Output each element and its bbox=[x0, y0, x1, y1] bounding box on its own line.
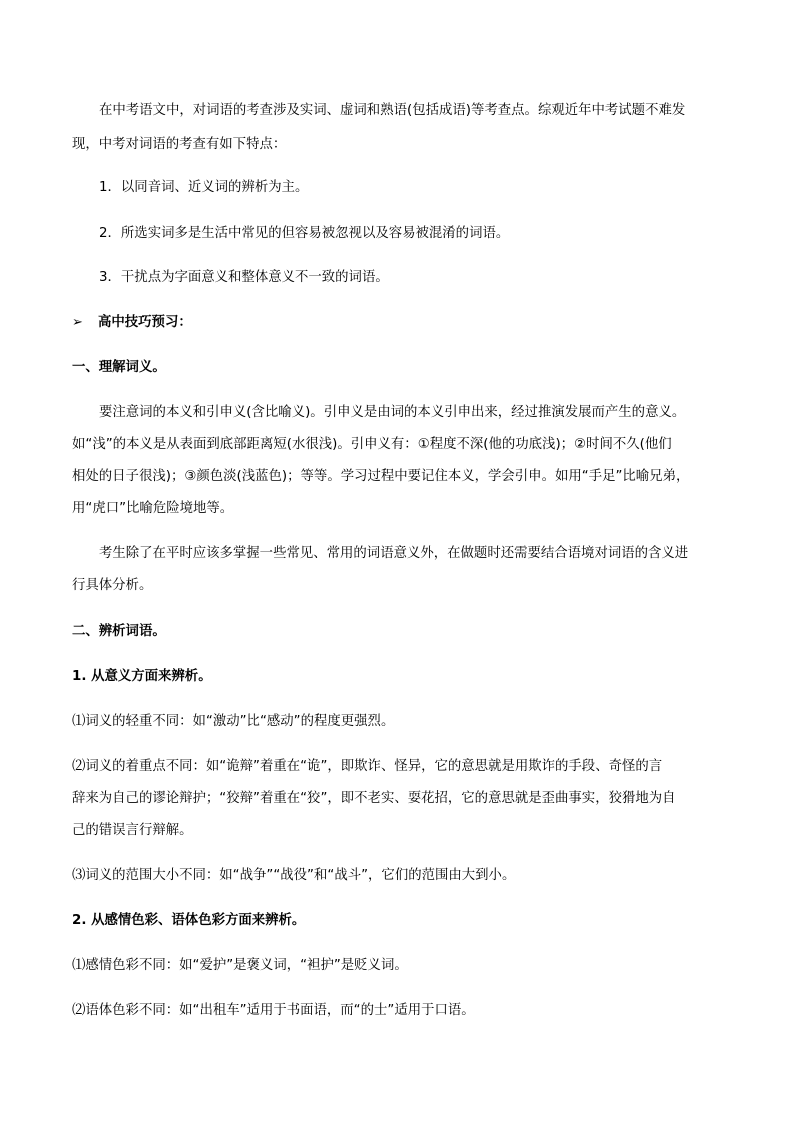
sub1-item-3: ⑶词义的范围大小不同：如“战争”“战役”和“战斗”，它们的范围由大到小。 bbox=[72, 868, 516, 883]
section1-para1-line-4: 用“虎口”比喻危险境地等。 bbox=[72, 501, 234, 516]
section2-sub1-heading: 1. 从意义方面来辨析。 bbox=[72, 669, 212, 684]
preview-heading-text: 高中技巧预习： bbox=[98, 315, 192, 330]
section1-para1-line-1: 要注意词的本义和引申义(含比喻义)。引申义是由词的本义引申出来，经过推演发展而产生的意义。 bbox=[99, 405, 686, 420]
intro-line-1: 在中考语文中，对词语的考查涉及实词、虚词和熟语(包括成语)等考查点。综观近年中考试题不难发 bbox=[99, 103, 686, 118]
feature-item-3: 3．干扰点为字面意义和整体意义不一致的词语。 bbox=[99, 270, 389, 285]
section1-para1-line-3: 相处的日子很浅)；③颜色淡(浅蓝色)；等等。学习过程中要记住本义，学会引申。如用“手足”比喻兄弟， bbox=[72, 469, 690, 484]
section1-para2-line-2: 行具体分析。 bbox=[72, 578, 153, 593]
arrow-bullet-icon: ➢ bbox=[72, 315, 83, 330]
preview-heading bbox=[72, 313, 192, 333]
section2-sub2-heading: 2. 从感情色彩、语体色彩方面来辨析。 bbox=[72, 913, 306, 928]
sub2-item-2: ⑵语体色彩不同：如“出租车”适用于书面语，而“的士”适用于口语。 bbox=[72, 1003, 475, 1018]
section2-heading: 二、辨析词语。 bbox=[72, 624, 166, 639]
sub1-item-1: ⑴词义的轻重不同：如“激动”比“感动”的程度更强烈。 bbox=[72, 714, 395, 729]
sub1-item-2-line-3: 己的错误言行辩解。 bbox=[72, 823, 193, 838]
feature-item-1: 1．以同音词、近义词的辨析为主。 bbox=[99, 180, 309, 195]
sub1-item-2-line-2: 辞来为自己的谬论辩护；“狡辩”着重在“狡”，即不老实、耍花招，它的意思就是歪曲事实，狡猾地为自 bbox=[72, 791, 676, 806]
section1-para1-line-2: 如“浅”的本义是从表面到底部距离短(水很浅)。引申义有：①程度不深(他的功底浅)；②时间不久(他们 bbox=[72, 437, 672, 452]
sub2-item-1: ⑴感情色彩不同：如“爱护”是褒义词，“袒护”是贬义词。 bbox=[72, 958, 408, 973]
feature-item-2: 2．所选实词多是生活中常见的但容易被忽视以及容易被混淆的词语。 bbox=[99, 226, 510, 241]
intro-line-2: 现，中考对词语的考查有如下特点： bbox=[72, 137, 287, 152]
section1-para2-line-1: 考生除了在平时应该多掌握一些常见、常用的词语意义外，在做题时还需要结合语境对词语的含义进 bbox=[99, 546, 689, 561]
section1-heading: 一、理解词义。 bbox=[72, 360, 166, 375]
sub1-item-2-line-1: ⑵词义的着重点不同：如“诡辩”着重在“诡”，即欺诈、怪异，它的意思就是用欺诈的手段、奇怪的言 bbox=[72, 759, 663, 774]
